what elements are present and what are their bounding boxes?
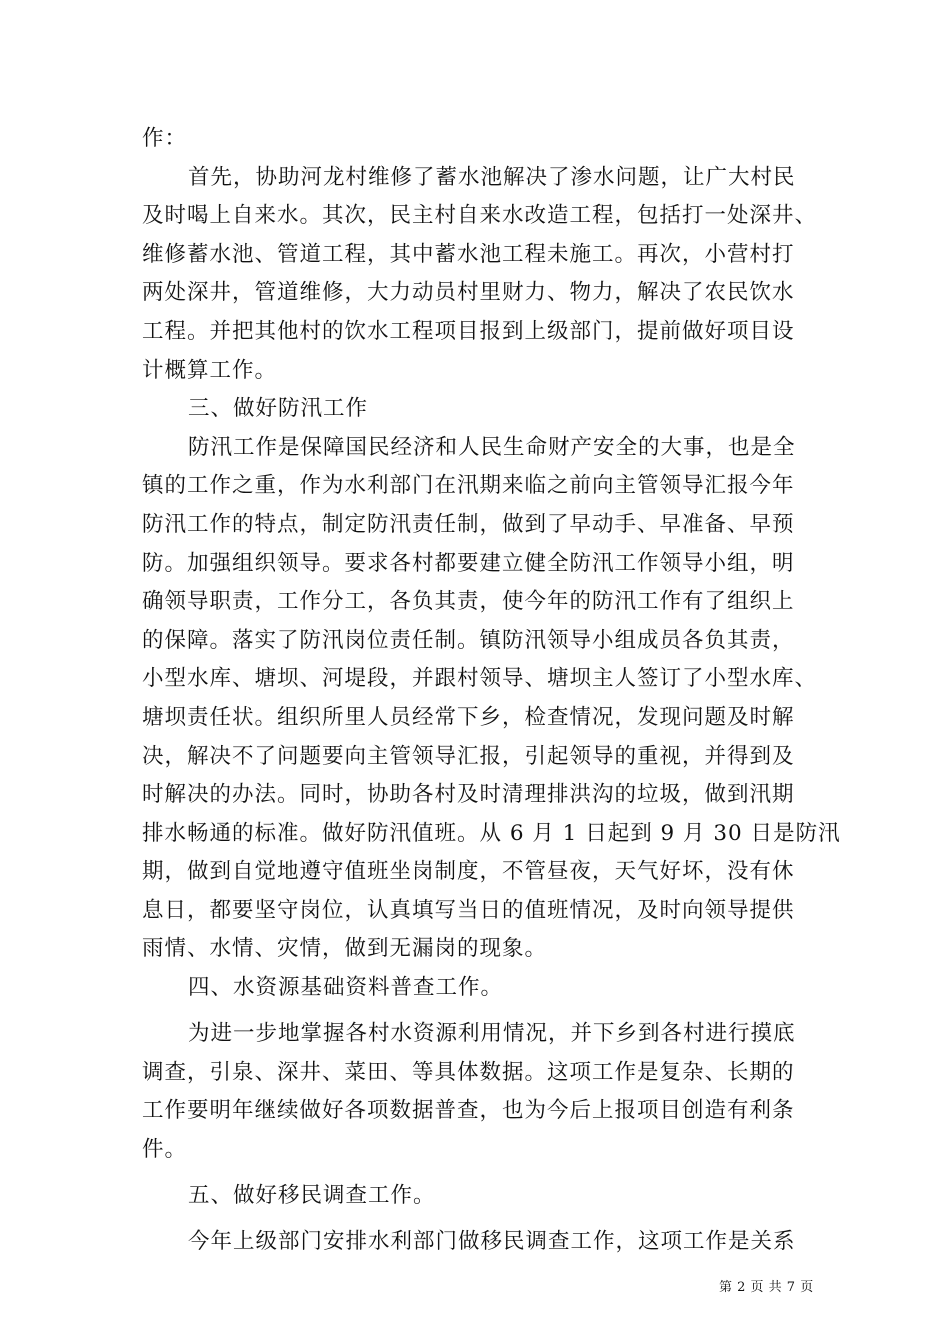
text-line: 决，解决不了问题要向主管领导汇报，引起领导的重视，并得到及 bbox=[142, 743, 795, 769]
text-line: 排水畅通的标准。做好防汛值班。从 6 月 1 日起到 9 月 30 日是防汛 bbox=[142, 820, 841, 846]
text-line: 确领导职责，工作分工，各负其责，使今年的防汛工作有了组织上 bbox=[142, 589, 795, 615]
text-line: 两处深井，管道维修，大力动员村里财力、物力，解决了农民饮水 bbox=[142, 280, 795, 306]
text-line: 为进一步地掌握各村水资源利用情况，并下乡到各村进行摸底 bbox=[188, 1021, 796, 1047]
text-line: 工作要明年继续做好各项数据普查，也为今后上报项目创造有利条 bbox=[142, 1098, 795, 1124]
text-line: 防汛工作是保障国民经济和人民生命财产安全的大事，也是全 bbox=[188, 434, 796, 460]
text-line: 塘坝责任状。组织所里人员经常下乡，检查情况，发现问题及时解 bbox=[142, 704, 795, 730]
text-line: 镇的工作之重，作为水利部门在汛期来临之前向主管领导汇报今年 bbox=[142, 473, 795, 499]
section-heading: 五、做好移民调查工作。 bbox=[188, 1182, 436, 1208]
page-number: 第 2 页 共 7 页 bbox=[719, 1280, 814, 1295]
document-body bbox=[142, 120, 841, 1261]
text-line: 防。加强组织领导。要求各村都要建立健全防汛工作领导小组，明 bbox=[142, 550, 795, 576]
text-line: 作： bbox=[142, 126, 188, 151]
text-line: 工程。并把其他村的饮水工程项目报到上级部门，提前做好项目设 bbox=[142, 318, 795, 344]
text-line: 首先，协助河龙村维修了蓄水池解决了渗水问题，让广大村民 bbox=[188, 164, 796, 190]
text-line: 时解决的办法。同时，协助各村及时清理排洪沟的垃圾，做到汛期 bbox=[142, 782, 795, 808]
text-line: 今年上级部门安排水利部门做移民调查工作，这项工作是关系 bbox=[188, 1228, 796, 1254]
text-line: 期，做到自觉地遵守值班坐岗制度，不管昼夜，天气好坏，没有休 bbox=[142, 859, 795, 885]
text-line: 的保障。落实了防汛岗位责任制。镇防汛领导小组成员各负其责， bbox=[142, 627, 795, 653]
section-heading: 四、水资源基础资料普查工作。 bbox=[188, 975, 504, 1001]
text-line: 息日，都要坚守岗位，认真填写当日的值班情况，及时向领导提供 bbox=[142, 897, 795, 923]
text-line: 小型水库、塘坝、河堤段，并跟村领导、塘坝主人签订了小型水库、 bbox=[142, 666, 818, 692]
text-line: 雨情、水情、灾情，做到无漏岗的现象。 bbox=[142, 936, 548, 962]
text-line: 调查，引泉、深井、菜田、等具体数据。这项工作是复杂、长期的 bbox=[142, 1059, 795, 1085]
section-heading: 三、做好防汛工作 bbox=[188, 396, 369, 422]
text-line: 计概算工作。 bbox=[142, 357, 278, 383]
text-line: 及时喝上自来水。其次，民主村自来水改造工程，包括打一处深井、 bbox=[142, 203, 818, 229]
text-line: 件。 bbox=[142, 1136, 188, 1162]
text-line: 防汛工作的特点，制定防汛责任制，做到了早动手、早准备、早预 bbox=[142, 511, 795, 537]
text-line: 维修蓄水池、管道工程，其中蓄水池工程未施工。再次，小营村打 bbox=[142, 241, 795, 267]
